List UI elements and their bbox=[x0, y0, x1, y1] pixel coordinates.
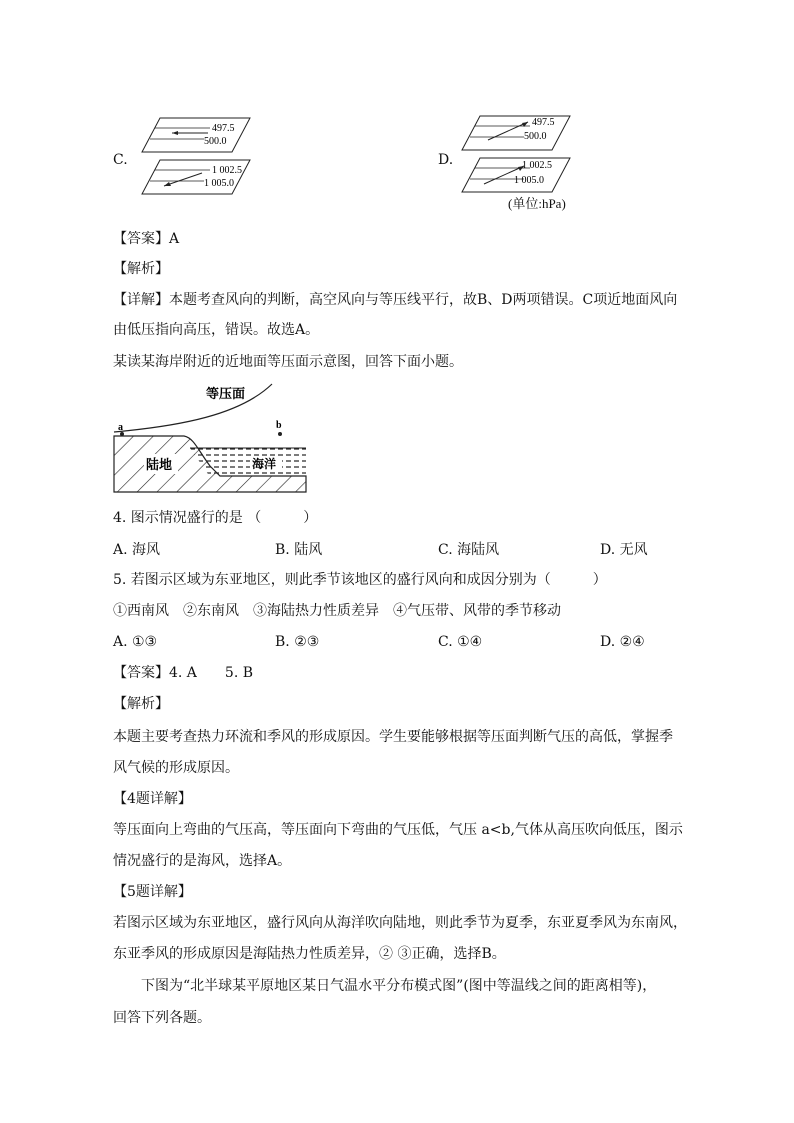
c-label-500: 500.0 bbox=[204, 136, 227, 147]
analysis45-label: 【解析】 bbox=[113, 696, 169, 712]
option-c-letter: C. bbox=[113, 152, 128, 168]
q3-detail-line2: 由低压指向高压，错误。故选A。 bbox=[113, 322, 320, 338]
isobar-label: 等压面 bbox=[206, 386, 246, 401]
sea-label: 海洋 bbox=[252, 457, 277, 471]
q5-items: ①西南风 ②东南风 ③海陆热力性质差异 ④气压带、风带的季节移动 bbox=[113, 603, 561, 619]
q4-stem: 4. 图示情况盛行的是 （ ） bbox=[113, 510, 318, 526]
detail5-label: 【5题详解】 bbox=[113, 884, 192, 900]
q5-stem: 5. 若图示区域为东亚地区，则此季节该地区的盛行风向和成因分别为（ ） bbox=[113, 572, 607, 588]
analysis45-line2: 风气候的形成原因。 bbox=[113, 760, 239, 776]
coast-isobar-diagram bbox=[110, 380, 315, 496]
q3-analysis-label: 【解析】 bbox=[113, 261, 169, 277]
q3-detail-line1: 【详解】本题考查风向的判断，高空风向与等压线平行，故B、D两项错误。C项近地面风向 bbox=[113, 292, 678, 308]
detail5-line1: 若图示区域为东亚地区，盛行风向从海洋吹向陆地，则此季节为夏季，东亚夏季风为东南风， bbox=[113, 915, 687, 931]
option-d-isobar-diagram bbox=[458, 110, 578, 200]
option-c-isobar-diagram bbox=[138, 112, 258, 202]
q4-option-d: D. 无风 bbox=[600, 542, 648, 558]
q5-option-a: A. ①③ bbox=[113, 634, 158, 650]
c-label-1005: 1 005.0 bbox=[204, 178, 234, 189]
detail5-line2: 东亚季风的形成原因是海陆热力性质差异，② ③正确，选择B。 bbox=[113, 946, 506, 962]
d-label-500: 500.0 bbox=[524, 131, 547, 142]
detail4-line2: 情况盛行的是海风，选择A。 bbox=[113, 853, 292, 869]
detail4-label: 【4题详解】 bbox=[113, 791, 192, 807]
c-label-497: 497.5 bbox=[212, 123, 235, 134]
q5-option-c: C. ①④ bbox=[438, 634, 483, 650]
answer-45: 【答案】4. A 5. B bbox=[113, 665, 254, 681]
next-intro-line2: 回答下列各题。 bbox=[113, 1010, 211, 1026]
point-b-label: b bbox=[276, 420, 282, 431]
q4-option-a: A. 海风 bbox=[113, 542, 161, 558]
option-d-letter: D. bbox=[438, 152, 454, 168]
q4-option-c: C. 海陆风 bbox=[438, 542, 500, 558]
unit-label: (单位:hPa) bbox=[508, 196, 566, 211]
point-b-marker bbox=[278, 432, 282, 436]
detail4-line1: 等压面向上弯曲的气压高，等压面向下弯曲的气压低，气压 a<b,气体从高压吹向低压，图示 bbox=[113, 822, 683, 838]
d-label-497: 497.5 bbox=[532, 117, 555, 128]
next-intro-line1: 下图为“北半球某平原地区某日气温水平分布模式图”(图中等温线之间的距离相等)， bbox=[141, 978, 657, 994]
q4-option-b: B. 陆风 bbox=[275, 542, 323, 558]
d-label-1005: 1 005.0 bbox=[514, 175, 544, 186]
coast-intro: 某读某海岸附近的近地面等压面示意图，回答下面小题。 bbox=[113, 354, 463, 370]
point-a-label: a bbox=[118, 422, 123, 433]
land-label: 陆地 bbox=[146, 457, 173, 472]
q3-answer: 【答案】A bbox=[113, 231, 180, 247]
d-label-1002: 1 002.5 bbox=[522, 160, 552, 171]
c-label-1002: 1 002.5 bbox=[212, 165, 242, 176]
analysis45-line1: 本题主要考查热力环流和季风的形成原因。学生要能够根据等压面判断气压的高低，掌握季 bbox=[113, 729, 673, 745]
q5-option-d: D. ②④ bbox=[600, 634, 645, 650]
q5-option-b: B. ②③ bbox=[275, 634, 320, 650]
